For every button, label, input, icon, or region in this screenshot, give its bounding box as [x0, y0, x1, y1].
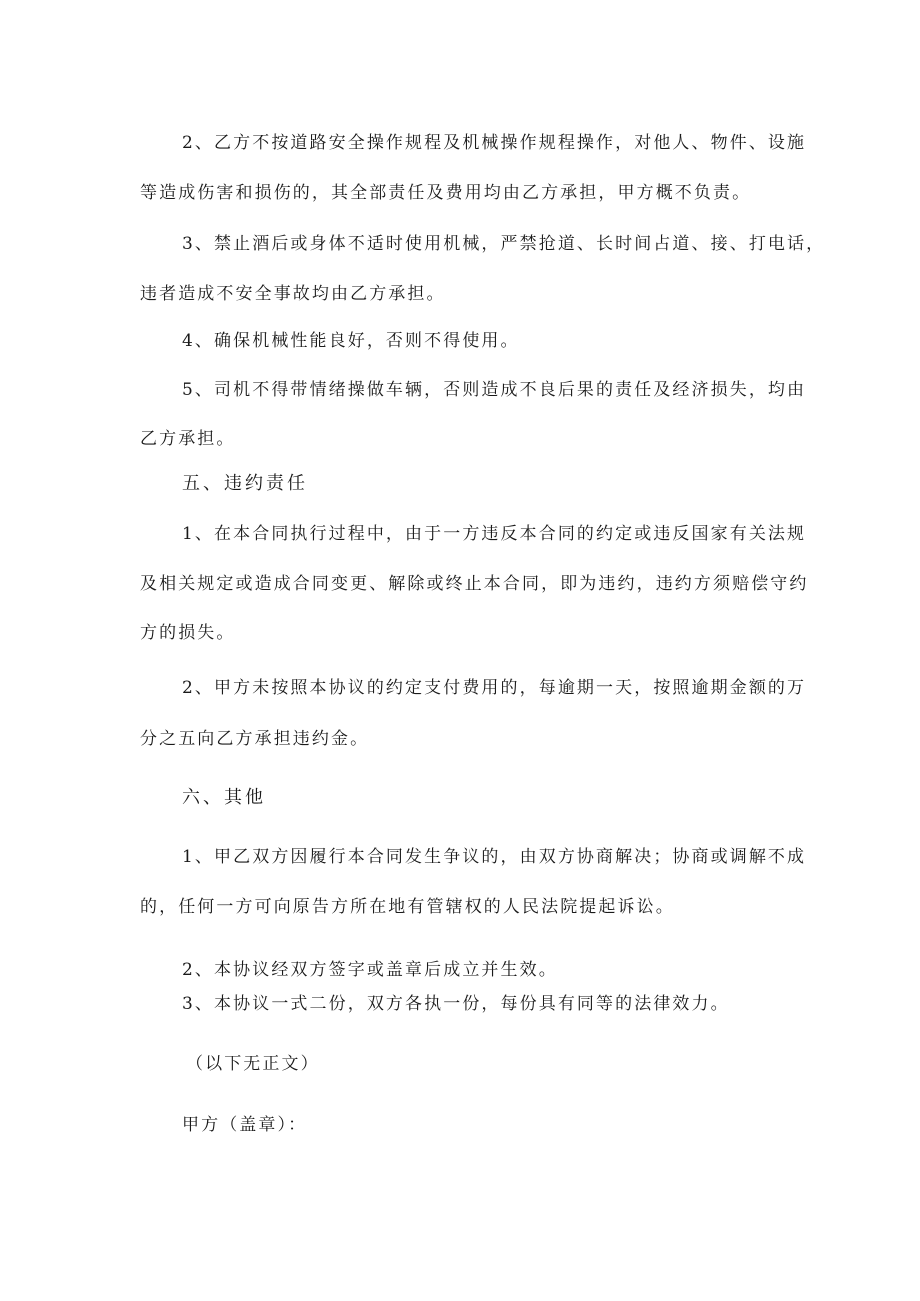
liability-clause-1-line-1: 1、在本合同执行过程中，由于一方违反本合同的约定或违反国家有关法规 — [182, 524, 807, 544]
clause-4-line-1: 4、确保机械性能良好，否则不得使用。 — [182, 331, 520, 351]
section-heading-liability: 五、违约责任 — [182, 473, 308, 494]
party-a-seal-label: 甲方（盖章）： — [182, 1115, 308, 1135]
clause-3-line-1: 3、禁止酒后或身体不适时使用机械，严禁抢道、长时间占道、接、打电话， — [182, 234, 826, 254]
end-of-text-note: （以下无正文） — [186, 1054, 320, 1074]
clause-2-line-2: 等造成伤害和损伤的，其全部责任及费用均由乙方承担，甲方概不负责。 — [140, 183, 752, 203]
liability-clause-1-line-3: 方的损失。 — [140, 623, 236, 643]
liability-clause-1-line-2: 及相关规定或造成合同变更、解除或终止本合同，即为违约，违约方须赔偿守约 — [140, 574, 809, 594]
other-clause-2-line-1: 2、本协议经双方签字或盖章后成立并生效。 — [182, 960, 558, 980]
section-heading-other: 六、其他 — [182, 787, 266, 808]
clause-5-line-1: 5、司机不得带情绪操做车辆，否则造成不良后果的责任及经济损失，均由 — [182, 380, 807, 400]
liability-clause-2-line-1: 2、甲方未按照本协议的约定支付费用的，每逾期一天，按照逾期金额的万 — [182, 678, 807, 698]
other-clause-3-line-1: 3、本协议一式二份，双方各执一份，每份具有同等的法律效力。 — [182, 994, 730, 1014]
liability-clause-2-line-2: 分之五向乙方承担违约金。 — [140, 729, 370, 749]
other-clause-1-line-2: 的，任何一方可向原告方所在地有管辖权的人民法院提起诉讼。 — [140, 897, 675, 917]
other-clause-1-line-1: 1、甲乙双方因履行本合同发生争议的，由双方协商解决；协商或调解不成 — [182, 847, 807, 867]
clause-2-line-1: 2、乙方不按道路安全操作规程及机械操作规程操作，对他人、物件、设施 — [182, 133, 807, 153]
clause-5-line-2: 乙方承担。 — [140, 429, 236, 449]
clause-3-line-2: 违者造成不安全事故均由乙方承担。 — [140, 284, 446, 304]
